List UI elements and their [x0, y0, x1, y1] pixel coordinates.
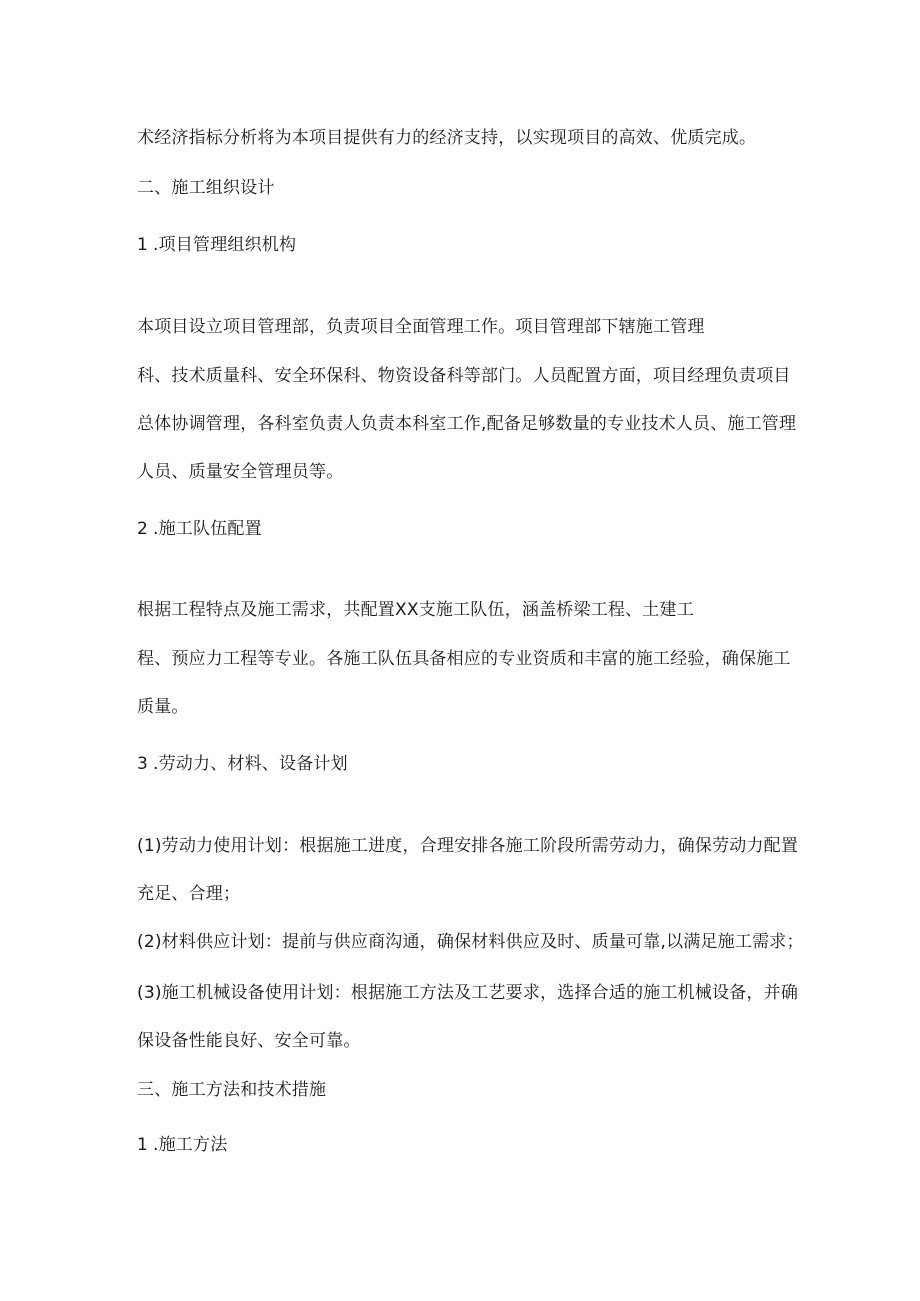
subsection-number: 2 [137, 519, 149, 539]
paragraph-line: (2)材料供应计划：提前与供应商沟通，确保材料供应及时、质量可靠,以满足施工需求； [137, 932, 804, 952]
subsection-number: 1 [137, 1135, 149, 1155]
subsection-title: .项目管理组织机构 [153, 235, 297, 255]
subsection-heading [137, 753, 348, 775]
subsection-number: 3 [137, 754, 149, 774]
paragraph-line: 程、预应力工程等专业。各施工队伍具备相应的专业资质和丰富的施工经验，确保施工 [137, 649, 791, 669]
subsection-heading [137, 518, 262, 540]
subsection-title: .施工队伍配置 [153, 519, 262, 539]
paragraph-line: 充足、合理； [137, 884, 241, 904]
paragraph-line: (1)劳动力使用计划：根据施工进度，合理安排各施工阶段所需劳动力，确保劳动力配置 [137, 836, 799, 856]
paragraph-line: 总体协调管理，各科室负责人负责本科室工作,配备足够数量的专业技术人员、施工管理 [137, 414, 797, 434]
subsection-title: .劳动力、材料、设备计划 [153, 754, 348, 774]
paragraph-line: 本项目设立项目管理部，负责项目全面管理工作。项目管理部下辖施工管理 [137, 317, 705, 337]
paragraph-line: 根据工程特点及施工需求，共配置XX支施工队伍，涵盖桥梁工程、土建工 [137, 600, 694, 620]
subsection-title: .施工方法 [153, 1135, 228, 1155]
paragraph-line: 质量。 [137, 697, 189, 717]
section-heading: 二、施工组织设计 [137, 178, 275, 198]
subsection-heading [137, 1134, 227, 1156]
section-heading: 三、施工方法和技术措施 [137, 1080, 327, 1100]
paragraph-line: 术经济指标分析将为本项目提供有力的经济支持，以实现项目的高效、优质完成。 [137, 128, 757, 148]
paragraph-line: (3)施工机械设备使用计划：根据施工方法及工艺要求，选择合适的施工机械设备，并确 [137, 983, 799, 1003]
paragraph-line: 保设备性能良好、安全可靠。 [137, 1031, 361, 1051]
subsection-number: 1 [137, 235, 149, 255]
subsection-heading [137, 234, 296, 256]
paragraph-line: 人员、质量安全管理员等。 [137, 462, 344, 482]
paragraph-line: 科、技术质量科、安全环保科、物资设备科等部门。人员配置方面，项目经理负责项目 [137, 366, 791, 386]
